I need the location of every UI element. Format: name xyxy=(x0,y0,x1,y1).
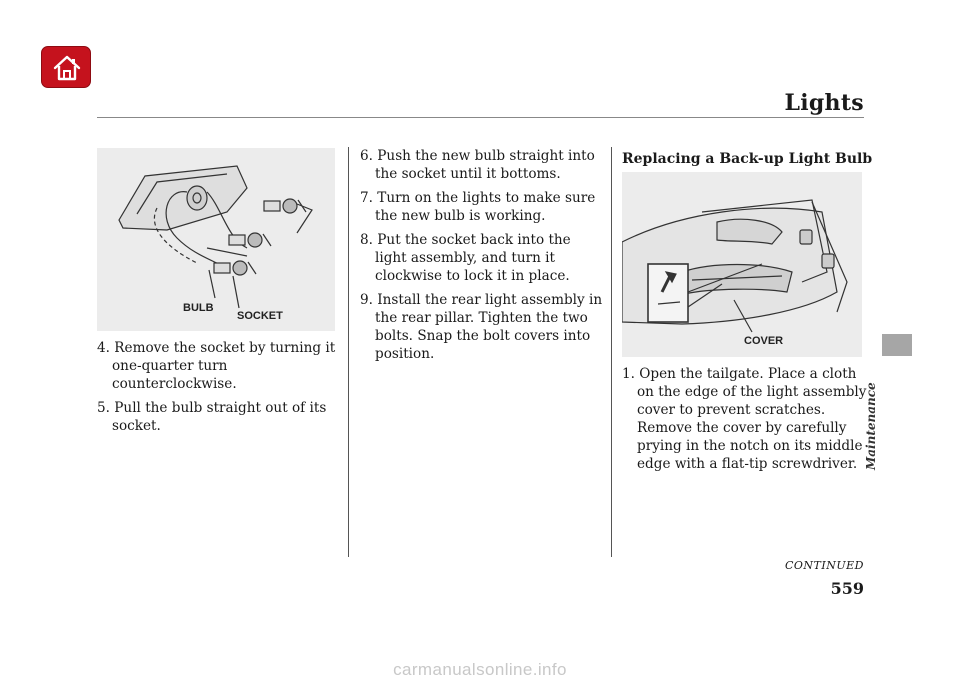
instruction-step: 8. Put the socket back into the light assembly, and turn it clockwise to lock it in place. xyxy=(360,232,571,284)
bulb-label: BULB xyxy=(183,302,214,314)
instruction-step: 5. Pull the bulb straight out of its socket. xyxy=(97,400,327,434)
instruction-list-col2 xyxy=(360,147,605,369)
column-divider xyxy=(611,147,612,557)
section-heading: Replacing a Back-up Light Bulb xyxy=(622,151,873,167)
section-tab[interactable] xyxy=(882,334,912,356)
instruction-step: 9. Install the rear light assembly in the rear pillar. Tighten the two bolts. Snap the bolt covers into position. xyxy=(360,292,603,362)
page-number: 559 xyxy=(830,579,864,598)
title-divider xyxy=(97,117,864,118)
home-icon xyxy=(52,53,82,83)
page-title: Lights xyxy=(784,90,864,116)
column-divider xyxy=(348,147,349,557)
watermark: carmanualsonline.info xyxy=(393,660,567,679)
section-tab-label: Maintenance xyxy=(864,382,878,470)
instruction-step: 6. Push the new bulb straight into the socket until it bottoms. xyxy=(360,148,595,182)
instruction-step: 7. Turn on the lights to make sure the new bulb is working. xyxy=(360,190,596,224)
instruction-list-col3 xyxy=(622,365,867,479)
socket-label: SOCKET xyxy=(237,310,283,322)
instruction-step: 4. Remove the socket by turning it one-quarter turn counterclockwise. xyxy=(97,340,336,392)
home-button[interactable] xyxy=(41,46,91,88)
instruction-step: 1. Open the tailgate. Place a cloth on the edge of the light assembly cover to prevent scratches. Remove the cover by carefully prying in the notch on its middle edge with a flat-tip screwdriver. xyxy=(622,366,867,472)
instruction-list-col1 xyxy=(97,339,342,441)
cover-label: COVER xyxy=(744,335,784,347)
backup-light-cover-illustration xyxy=(622,172,862,357)
continued-label: CONTINUED xyxy=(785,559,864,572)
bulb-socket-illustration xyxy=(97,148,335,331)
tailgate-drawing xyxy=(622,172,862,357)
tail-light-drawing xyxy=(97,148,335,331)
